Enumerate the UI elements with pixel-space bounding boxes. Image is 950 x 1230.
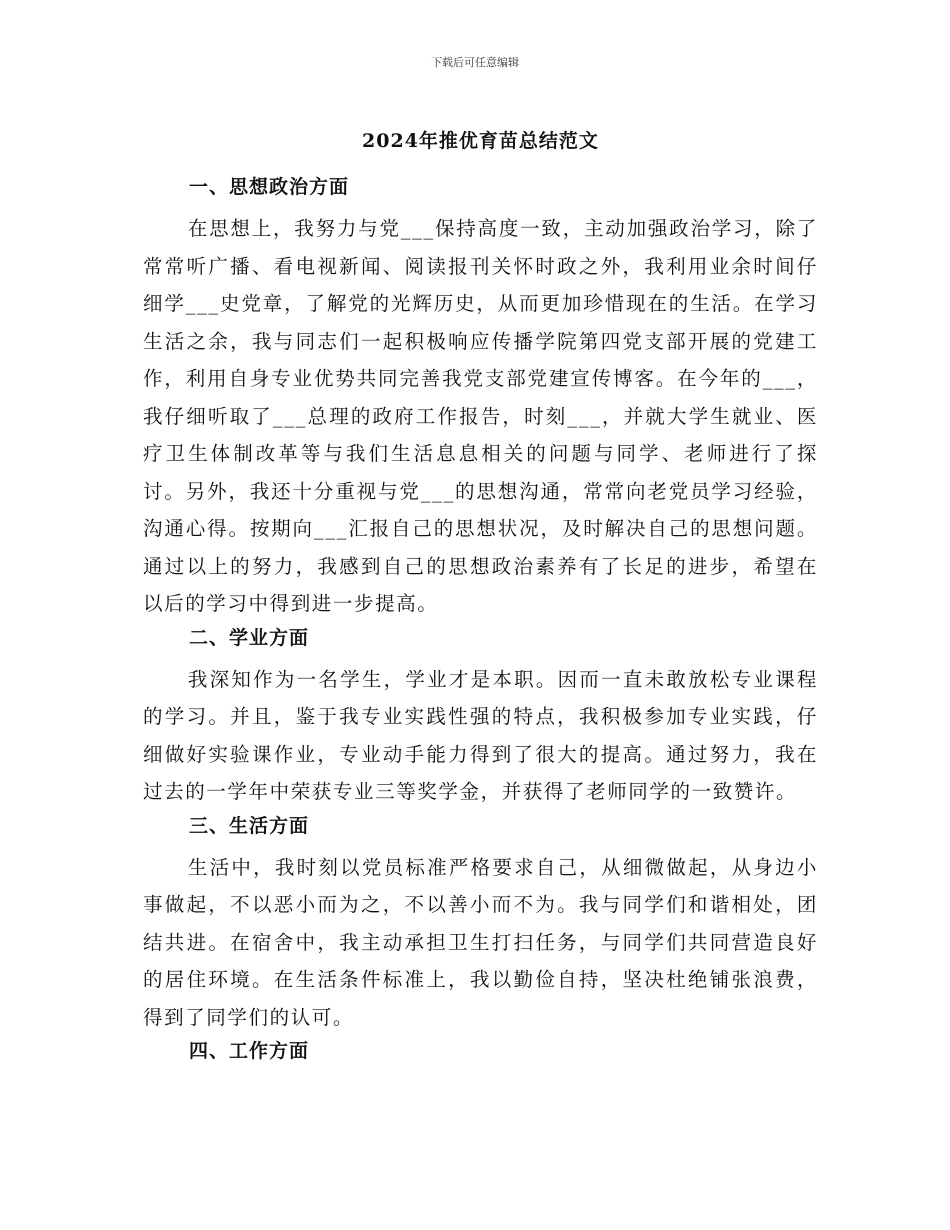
section-paragraph: 我深知作为一名学生，学业才是本职。因而一直未敢放松专业课程的学习。并且，鉴于我专业实践性强的特点，我积极参加专业实践，仔细做好实验课作业，专业动手能力得到了很大的提高。通过努力，我在过去的一学年中荣获专业三等奖学金，并获得了老师同学的一致赞许。 [143, 667, 818, 803]
section-heading: 二、学业方面 [189, 626, 310, 649]
section-heading: 四、工作方面 [189, 1040, 310, 1062]
page-header-note: 下载后可任意编辑 [431, 56, 519, 69]
section-paragraph: 在思想上，我努力与党___保持高度一致，主动加强政治学习，除了常常听广播、看电视新闻、阅读报刊关怀时政之外，我利用业余时间仔细学___史党章，了解党的光辉历史，从而更加珍惜现在的生活。在学习生活之余，我与同志们一起积极响应传播学院第四党支部开展的党建工作，利用自身专业优势共同完善我党支部党建宣传博客。在今年的___，我仔细听取了___总理的政府工作报告，时刻___，并就大学生就业、医疗卫生体制改革等与我们生活息息相关的问题与同学、老师进行了探讨。另外，我还十分重视与党___的思想沟通，常常向老党员学习经验，沟通心得。按期向___汇报自己的思想状况，及时解决自己的思想问题。通过以上的努力，我感到自己的思想政治素养有了长足的进步，希望在以后的学习中得到进一步提高。 [143, 217, 818, 615]
section-work [143, 1036, 818, 1074]
section-heading: 一、思想政治方面 [189, 176, 350, 198]
section-political [143, 172, 818, 623]
document-title: 2024年推优育苗总结范文 [362, 130, 599, 152]
section-life [143, 811, 818, 1037]
section-paragraph: 生活中，我时刻以党员标准严格要求自己，从细微做起，从身边小事做起，不以恶小而为之，不以善小而不为。我与同学们和谐相处，团结共进。在宿舍中，我主动承担卫生打扫任务，与同学们共同营造良好的居住环境。在生活条件标准上，我以勤俭自持，坚决杜绝铺张浪费，得到了同学们的认可。 [143, 855, 818, 1029]
section-academic [143, 623, 818, 811]
section-heading: 三、生活方面 [189, 814, 310, 837]
document-body [143, 172, 818, 1074]
